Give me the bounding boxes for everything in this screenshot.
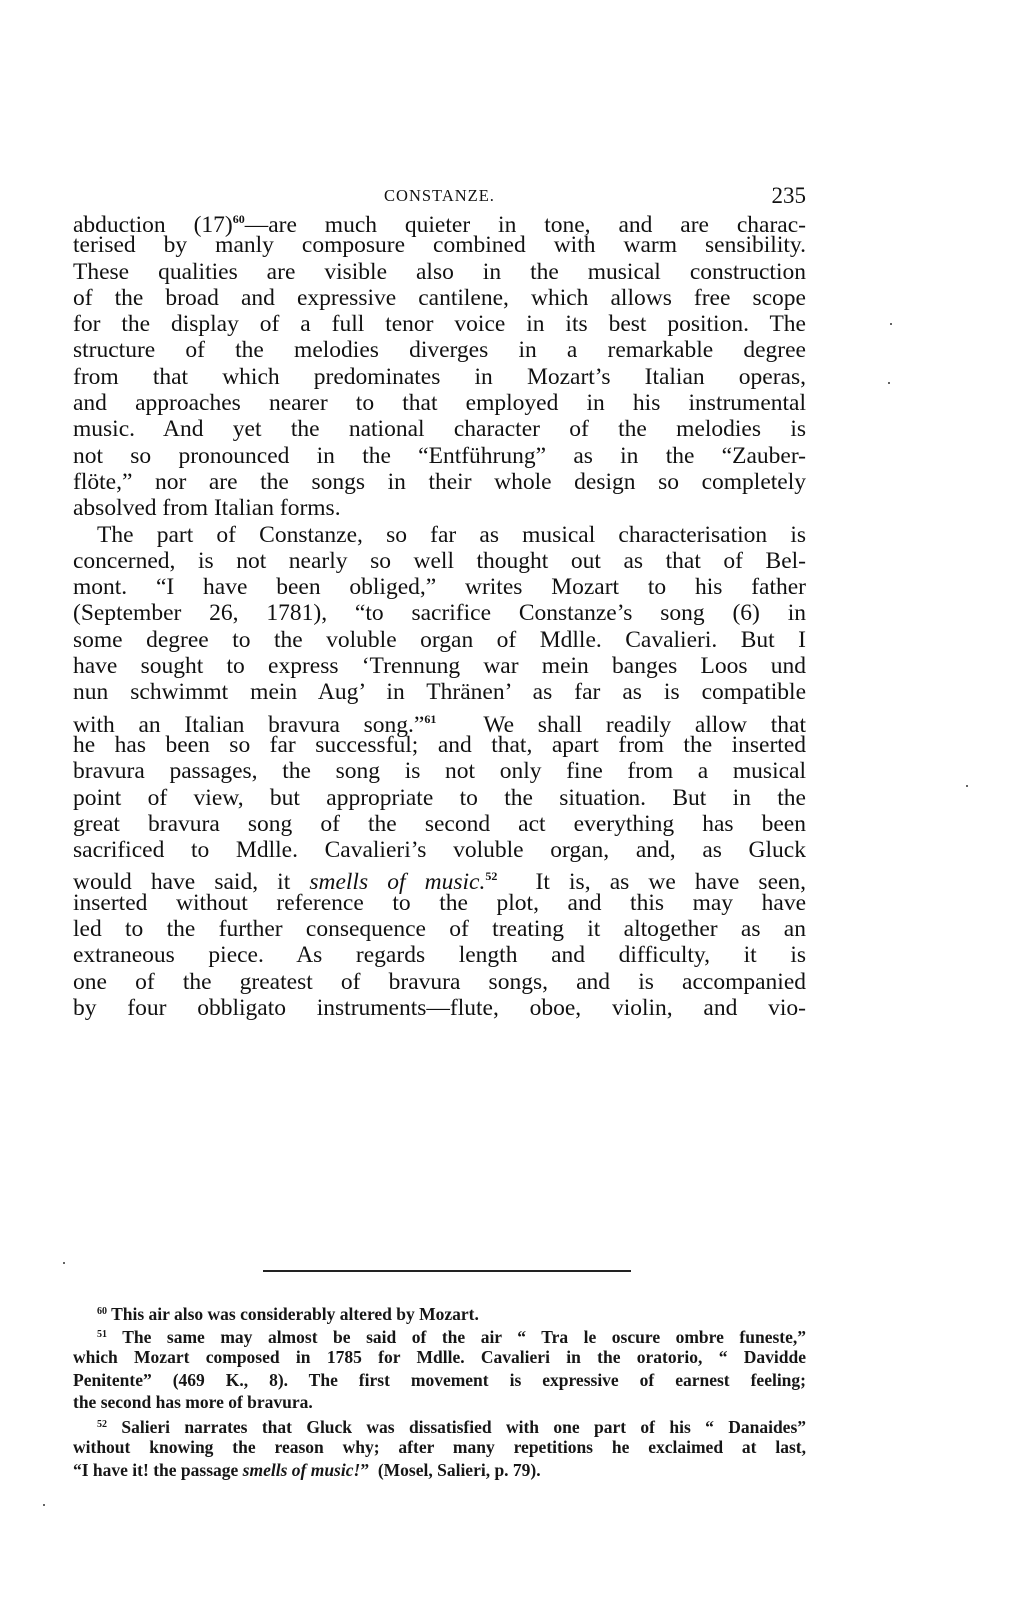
text-line: The part of Constanze, so far as musical characterisation is: [97, 521, 806, 548]
text-line: have sought to express ‘Trennung war mein banges Loos und: [73, 653, 806, 680]
text-line: point of view, but appropriate to the situation. But in the: [73, 784, 806, 811]
footnote-text: ” (Mosel, Salieri, p. 79).: [360, 1459, 541, 1480]
text-line: concerned, is not nearly so well thought out as that of Bel-: [73, 547, 806, 574]
text-line: from that which predominates in Mozart’s Italian operas,: [73, 363, 806, 390]
footnote-line: the second has more of bravura.: [73, 1392, 313, 1412]
footnote-line: without knowing the reason why; after many repetitions he exclaimed at last,: [73, 1437, 806, 1457]
footnote-marker: 60: [97, 1306, 107, 1317]
footnote-line: which Mozart composed in 1785 for Mdlle. Cavalieri in the oratorio, “ Davidde: [73, 1347, 806, 1367]
footnote-60: [97, 1301, 806, 1324]
text-line: mont. “I have been obliged,” writes Mozart to his father: [73, 574, 806, 601]
text-line: structure of the melodies diverges in a remarkable degree: [73, 337, 806, 364]
footnote-separator: [263, 1270, 631, 1272]
text-line: one of the greatest of bravura songs, and is accompanied: [73, 968, 806, 995]
footnote-text: The same may almost be said of the air “ Tra le oscure ombre funeste,”: [122, 1326, 806, 1347]
footnote-marker: 52: [97, 1418, 107, 1430]
text-line: some degree to the voluble organ of Mdlle. Cavalieri. But I: [73, 626, 806, 653]
text-line: extraneous piece. As regards length and difficulty, it is: [73, 942, 806, 969]
footnote-text: Salieri narrates that Gluck was dissatisfied with one part of his “ Danaides”: [121, 1416, 807, 1437]
running-title: CONSTANZE.: [384, 186, 495, 205]
text-line: and approaches nearer to that employed in his instrumental: [73, 390, 806, 417]
text-line: not so pronounced in the “Entführung” as in the “Zauber-: [73, 442, 806, 469]
footnote-51: [97, 1324, 806, 1347]
footnote-52: [97, 1414, 806, 1437]
text-line: great bravura song of the second act everything has been: [73, 810, 806, 837]
scan-speck: [890, 323, 892, 325]
text-line: inserted without reference to the plot, and this may have: [73, 889, 806, 916]
text-line: [73, 863, 807, 896]
footnote-line: Penitente” (469 K., 8). The first movement is expressive of earnest feeling;: [73, 1369, 806, 1390]
text-span: —are much quieter in tone, and are charac-: [244, 212, 806, 238]
text-line: [73, 206, 806, 238]
text-line: bravura passages, the song is not only fine from a musical: [73, 758, 806, 785]
footnote-line: [73, 1459, 806, 1482]
text-line: sacrificed to Mdlle. Cavalieri’s voluble organ, and, as Gluck: [73, 837, 806, 864]
text-line: nun schwimmt mein Aug’ in Thränen’ as far as is compatible: [73, 679, 806, 706]
text-line: led to the further consequence of treating it altogether as an: [73, 916, 806, 943]
footnotes: [73, 1301, 807, 1481]
scan-speck: [43, 1504, 45, 1506]
scan-speck: [966, 785, 968, 787]
footnote-text: This air also was considerably altered by Mozart.: [111, 1304, 479, 1324]
page-number: 235: [771, 183, 806, 208]
text-line: flöte,” nor are the songs in their whole design so completely: [73, 468, 806, 495]
text-line: These qualities are visible also in the musical construction: [73, 258, 806, 285]
italic-phrase: smells of music.: [309, 869, 486, 896]
footnote-ref-60[interactable]: 60: [232, 212, 245, 226]
text-line: of the broad and expressive cantilene, which allows free scope: [73, 284, 806, 311]
scan-speck: [888, 382, 890, 384]
footnote-marker: 51: [97, 1328, 107, 1340]
text-line: he has been so far successful; and that, apart from the inserted: [73, 731, 806, 758]
scan-speck: [63, 1262, 65, 1264]
text-span: with an Italian bravura song.”: [73, 711, 425, 738]
text-span: It is, as we have seen,: [497, 869, 807, 896]
italic-phrase: smells of music!: [242, 1459, 361, 1480]
text-line: [73, 706, 806, 738]
footnote-text: “I have it! the passage: [73, 1459, 243, 1480]
text-span: abduction (17): [73, 212, 233, 238]
body-text: [73, 206, 806, 1021]
text-line: by four obbligato instruments—flute, oboe, violin, and vio-: [73, 994, 806, 1021]
text-span: We shall readily allow that: [436, 711, 806, 738]
text-line: absolved from Italian forms.: [73, 495, 341, 522]
text-span: would have said, it: [73, 869, 310, 896]
text-line: terised by manly composure combined with warm sensibility.: [73, 232, 806, 259]
footnote-ref-52[interactable]: 52: [485, 869, 498, 884]
text-line: (September 26, 1781), “to sacrifice Constanze’s song (6) in: [73, 600, 806, 627]
text-line: for the display of a full tenor voice in its best position. The: [73, 311, 806, 338]
footnote-ref-61[interactable]: 61: [424, 711, 437, 726]
text-line: music. And yet the national character of the melodies is: [73, 416, 806, 443]
